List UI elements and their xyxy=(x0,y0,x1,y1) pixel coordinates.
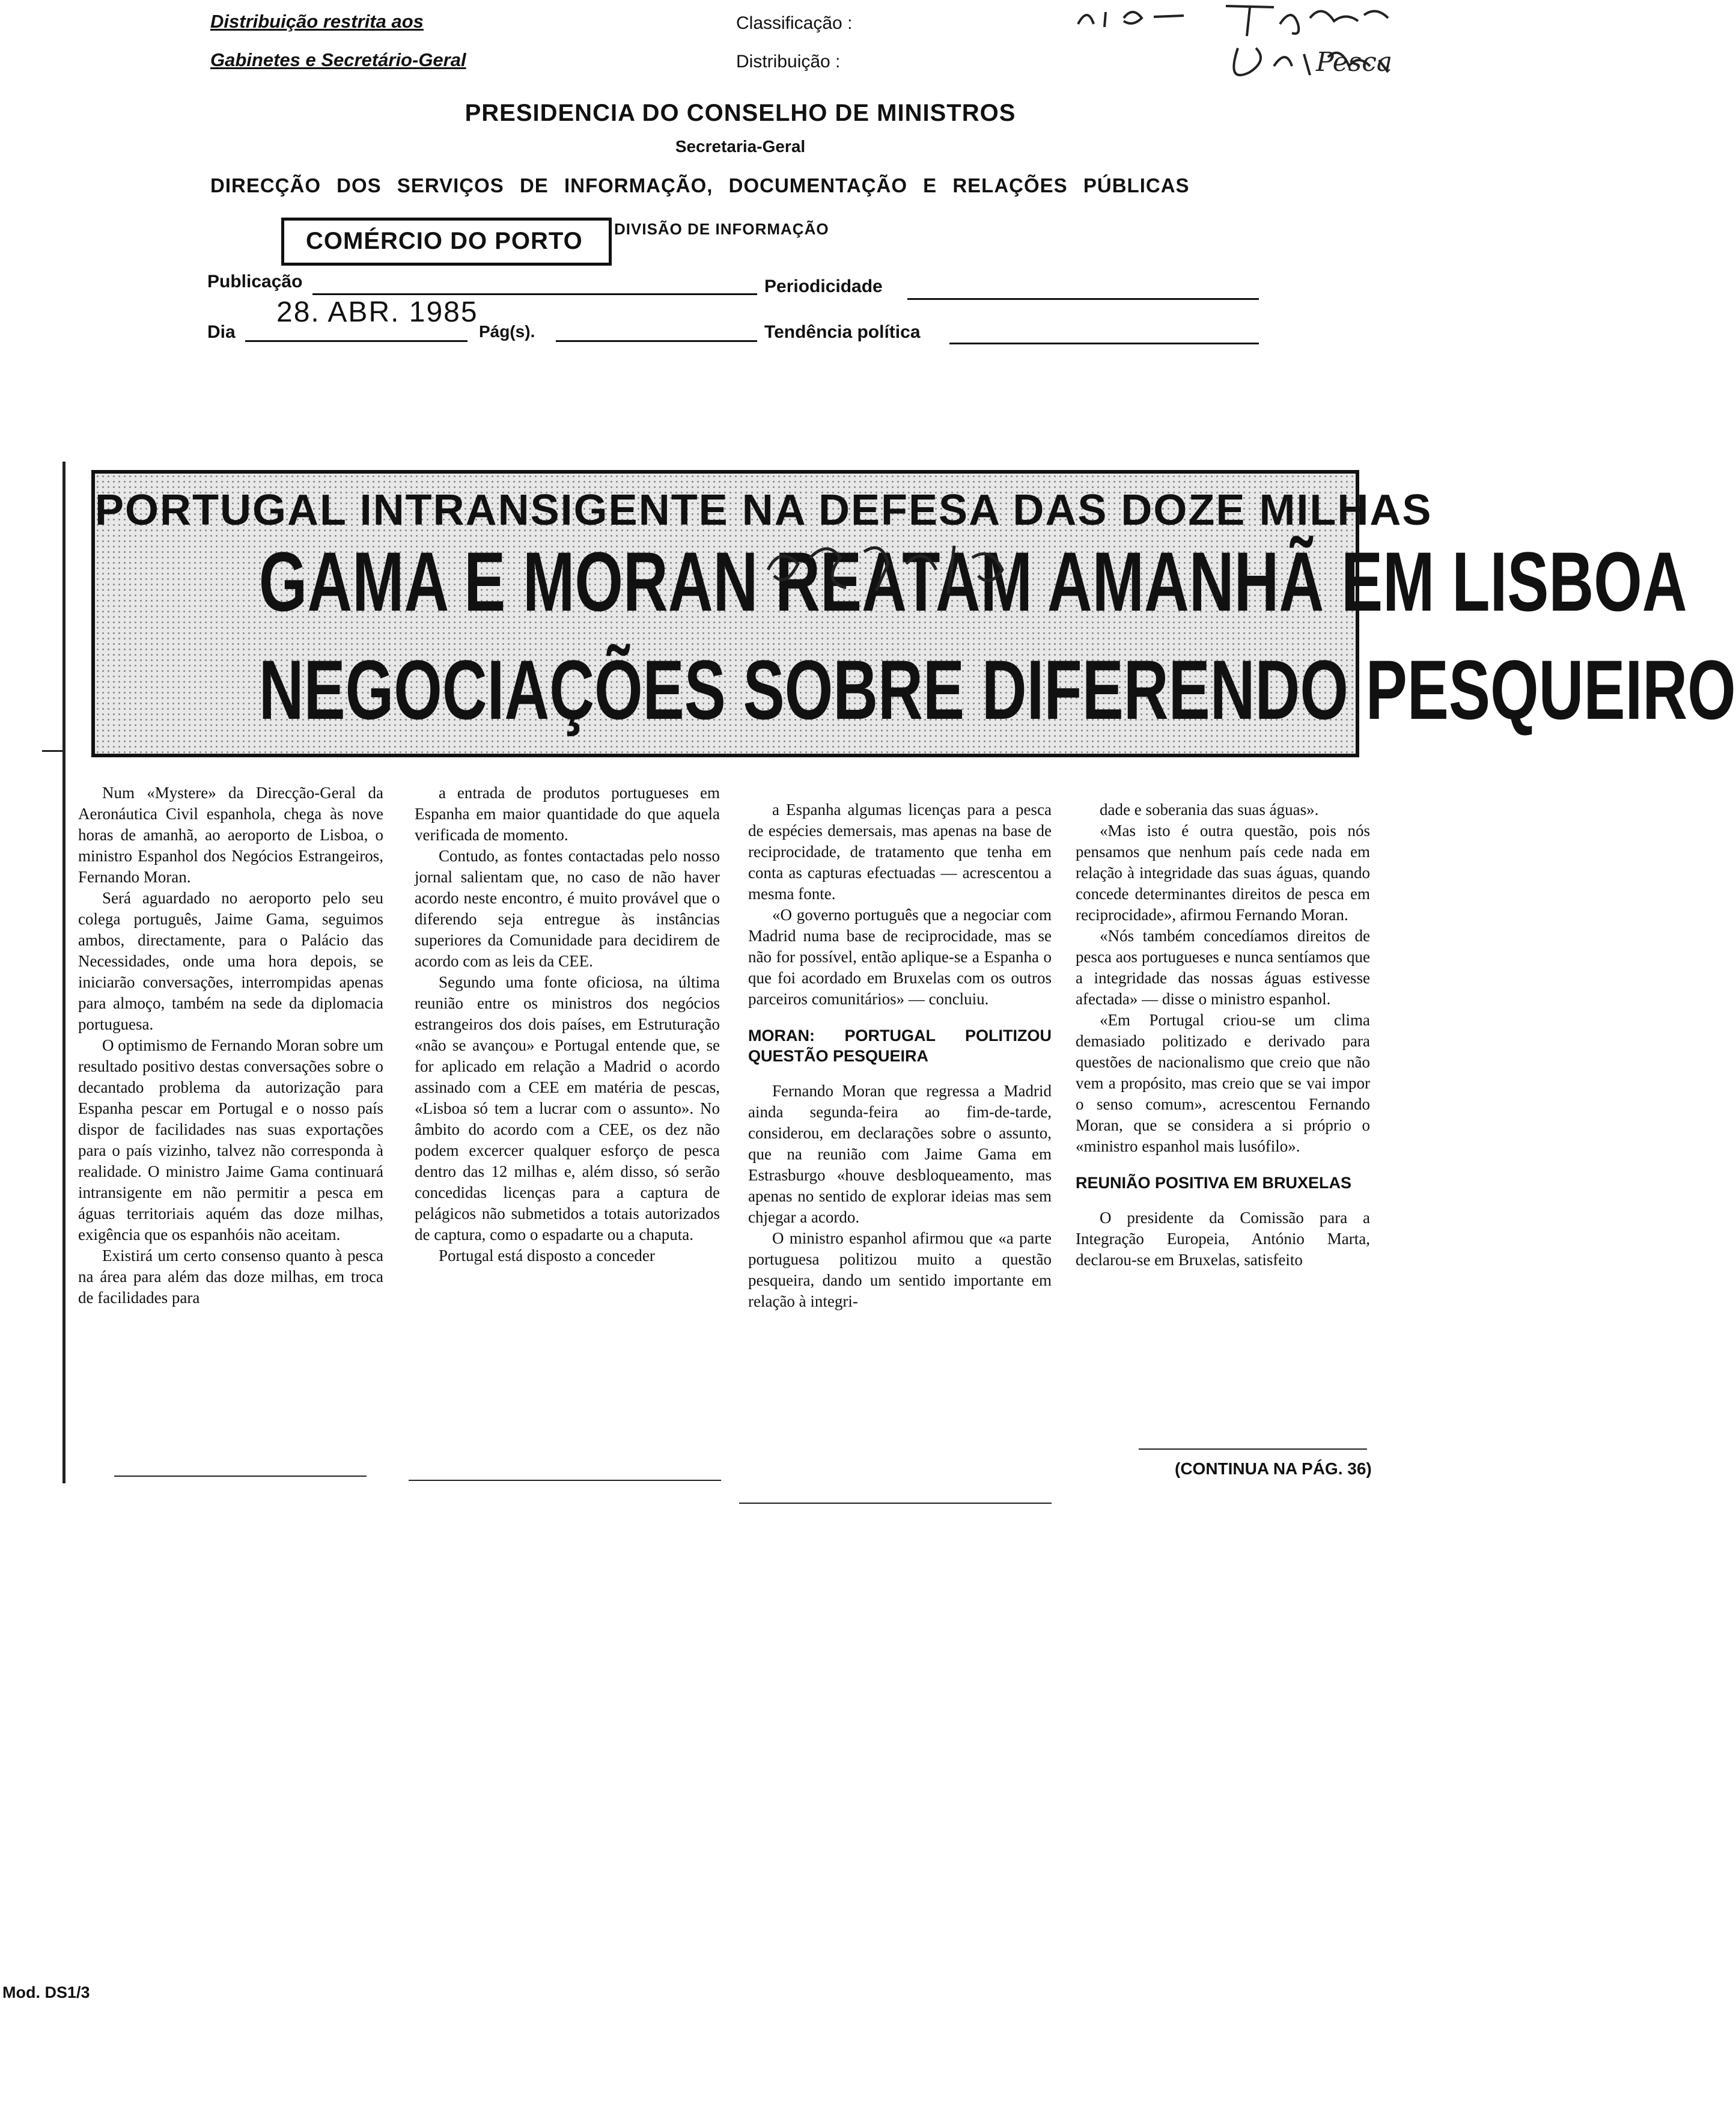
article-column-1 xyxy=(78,783,383,1308)
article-paragraph: «Mas isto é outra questão, pois nós pensamos que nenhum país cede nada em relação à integridade das suas águas, quando concede determinantes direitos de pesca em reciprocidade», afirmou Fernando Moran. xyxy=(1076,822,1370,924)
article-column-3 xyxy=(748,799,1052,1312)
form-code: Mod. DS1/3 xyxy=(2,1983,90,2001)
article-paragraph: Num «Mystere» da Direcção-Geral da Aeronáutica Civil espanhola, chega às nove horas de amanhã, ao aeroporto de Lisboa, o ministro Espanhol dos Negócios Estrangeiros, Fernando Moran. xyxy=(78,784,383,886)
day-line xyxy=(245,340,468,342)
distribution-restriction-line2: Gabinetes e Secretário-Geral xyxy=(210,49,466,70)
article-column-2 xyxy=(415,783,720,1266)
headline-line1: GAMA E MORAN REATAM AMANHÃ EM LISBOA xyxy=(258,534,1687,629)
day-label: Dia xyxy=(207,322,236,342)
distribution-restriction-line1: Distribuição restrita aos xyxy=(210,11,424,32)
publication-label: Publicação xyxy=(207,272,303,291)
article-paragraph: O optimismo de Fernando Moran sobre um resultado positivo destas conversações sobre o decantado problema da autorização para Espanha pescar em Portugal e o nosso país dispor de facilidades nas suas exportações para o país vizinho, talvez não corresponda à realidade. O ministro Jaime Gama continuará intransigente em não permitir a pesca em águas territoriais aquém das doze milhas, exigência que os espanhóis não aceitam. xyxy=(78,1036,383,1244)
article-paragraph: Segundo uma fonte oficiosa, na última reunião entre os ministros dos negócios estrangeiros dos dois países, em Estruturação «não se avançou» e Portugal entende que, se for aplicado em relação a Madrid o acordo assinado com a CEE em matéria de pescas, «Lisboa só tem a lucrar com o assunto». No âmbito do acordo com a CEE, os dez não podem excercer qualquer esforço de pesca dentro das 12 milhas e, além disso, só serão concedidas licenças para a captura de pelágicos não submetidos a totais autorizados de captura, como o espadarte ou a chaputa. xyxy=(415,973,720,1244)
article-paragraph: Será aguardado no aeroporto pelo seu colega português, Jaime Gama, seguimos ambos, directamente, para o Palácio das Necessidades, onde uma hora depois, se iniciarão conversações, interrompidas apenas para almoço, também na sede da diplomacia portuguesa. xyxy=(78,889,383,1033)
headline-box xyxy=(91,470,1736,757)
classification-label: Classificação : xyxy=(736,13,853,33)
bottom-rule-3 xyxy=(739,1503,1052,1504)
article-paragraph: «O governo português que a negociar com Madrid numa base de reciprocidade, mas se não for possível, então aplique-se a Espanha o que foi acordado em Bruxelas com os outros parceiros comunitários» — concluiu. xyxy=(748,906,1052,1008)
subheading-moran: MORAN: PORTUGAL POLITIZOU QUESTÃO PESQUEIRA xyxy=(748,1027,1052,1065)
article-paragraph: Contudo, as fontes contactadas pelo nosso jornal salientam que, no caso de não haver acordo neste encontro, é muito provável que o diferendo seja entregue às instâncias superiores da Comunidade para decidirem de acordo com as leis da CEE. xyxy=(415,847,720,970)
bottom-rule-1 xyxy=(114,1476,367,1477)
article-paragraph: Portugal está disposto a conceder xyxy=(439,1247,655,1265)
continuation-rule xyxy=(1139,1448,1367,1450)
margin-tick xyxy=(42,750,64,752)
headline-kicker: PORTUGAL INTRANSIGENTE NA DEFESA DAS DOZE MILHAS xyxy=(95,486,1433,534)
handwritten-note: Pesca xyxy=(1316,47,1393,78)
bottom-rule-2 xyxy=(409,1480,721,1481)
pages-label: Pág(s). xyxy=(479,322,535,341)
periodicity-line xyxy=(907,298,1259,300)
organization-title: PRESIDENCIA DO CONSELHO DE MINISTROS xyxy=(464,100,1016,126)
left-margin-bar xyxy=(62,462,65,1483)
periodicity-label: Periodicidade xyxy=(764,276,883,296)
division-label: DIVISÃO DE INFORMAÇÃO xyxy=(614,220,829,238)
article-paragraph: Existirá um certo consenso quanto à pesca na área para além das doze milhas, em troca de facilidades para xyxy=(78,1247,383,1307)
newspaper-stamp: COMÉRCIO DO PORTO xyxy=(281,218,612,266)
headline-line2: NEGOCIAÇÕES SOBRE DIFERENDO PESQUEIRO xyxy=(258,642,1736,737)
article-paragraph: O ministro espanhol afirmou que «a parte portuguesa politizou muito a questão pesqueira, dando um sentido importante em relação à integri- xyxy=(748,1229,1052,1310)
secretariat: Secretaria-Geral xyxy=(675,137,806,156)
subheading-bruxelas: REUNIÃO POSITIVA EM BRUXELAS xyxy=(1076,1174,1352,1192)
article-paragraph: a Espanha algumas licenças para a pesca de espécies demersais, mas apenas na base de reciprocidade, de tratamento que tenha em conta as capturas efectuadas — acrescentou a mesma fonte. xyxy=(748,801,1052,903)
distribution-label: Distribuição : xyxy=(736,52,841,72)
directorate: DIRECÇÃO DOS SERVIÇOS DE INFORMAÇÃO, DOCUMENTAÇÃO E RELAÇÕES PÚBLICAS xyxy=(210,174,1190,197)
publication-line xyxy=(312,293,757,295)
article-paragraph: O presidente da Comissão para a Integração Europeia, António Marta, declarou-se em Bruxelas, satisfeito xyxy=(1076,1209,1370,1269)
article-paragraph: dade e soberania das suas águas». xyxy=(1100,801,1319,819)
article-paragraph: «Em Portugal criou-se um clima demasiado politizado e derivado para questões de nacionalismo que creio que não vem a propósito, mas creio que se vai impor o senso comum», acrescentou Fernando Moran, que se considera a si próprio o «ministro espanhol mais lusófilo». xyxy=(1076,1011,1370,1155)
pages-line xyxy=(556,340,757,342)
handwritten-overlay-icon xyxy=(762,534,1147,612)
political-tendency-label: Tendência política xyxy=(764,322,921,342)
article-paragraph: a entrada de produtos portugueses em Espanha em maior quantidade do que aquela verificada de momento. xyxy=(415,784,720,844)
continuation-note: (CONTINUA NA PÁG. 36) xyxy=(1175,1459,1372,1478)
article-column-4 xyxy=(1076,799,1370,1271)
article-paragraph: «Nós também concedíamos direitos de pesca aos portugueses e nunca sentíamos que a integridade das nossas águas estivesse afectada» — disse o ministro espanhol. xyxy=(1076,927,1370,1008)
date-value: 28. ABR. 1985 xyxy=(276,296,478,328)
political-tendency-line xyxy=(949,343,1259,344)
article-paragraph: Fernando Moran que regressa a Madrid ainda segunda-feira ao fim-de-tarde, considerou, em declarações sobre o assunto, que na reunião com Jaime Gama em Estrasburgo «houve desbloqueamento, mas apenas no sentido de explorar ideias mas sem chjegar a acordo. xyxy=(748,1082,1052,1226)
